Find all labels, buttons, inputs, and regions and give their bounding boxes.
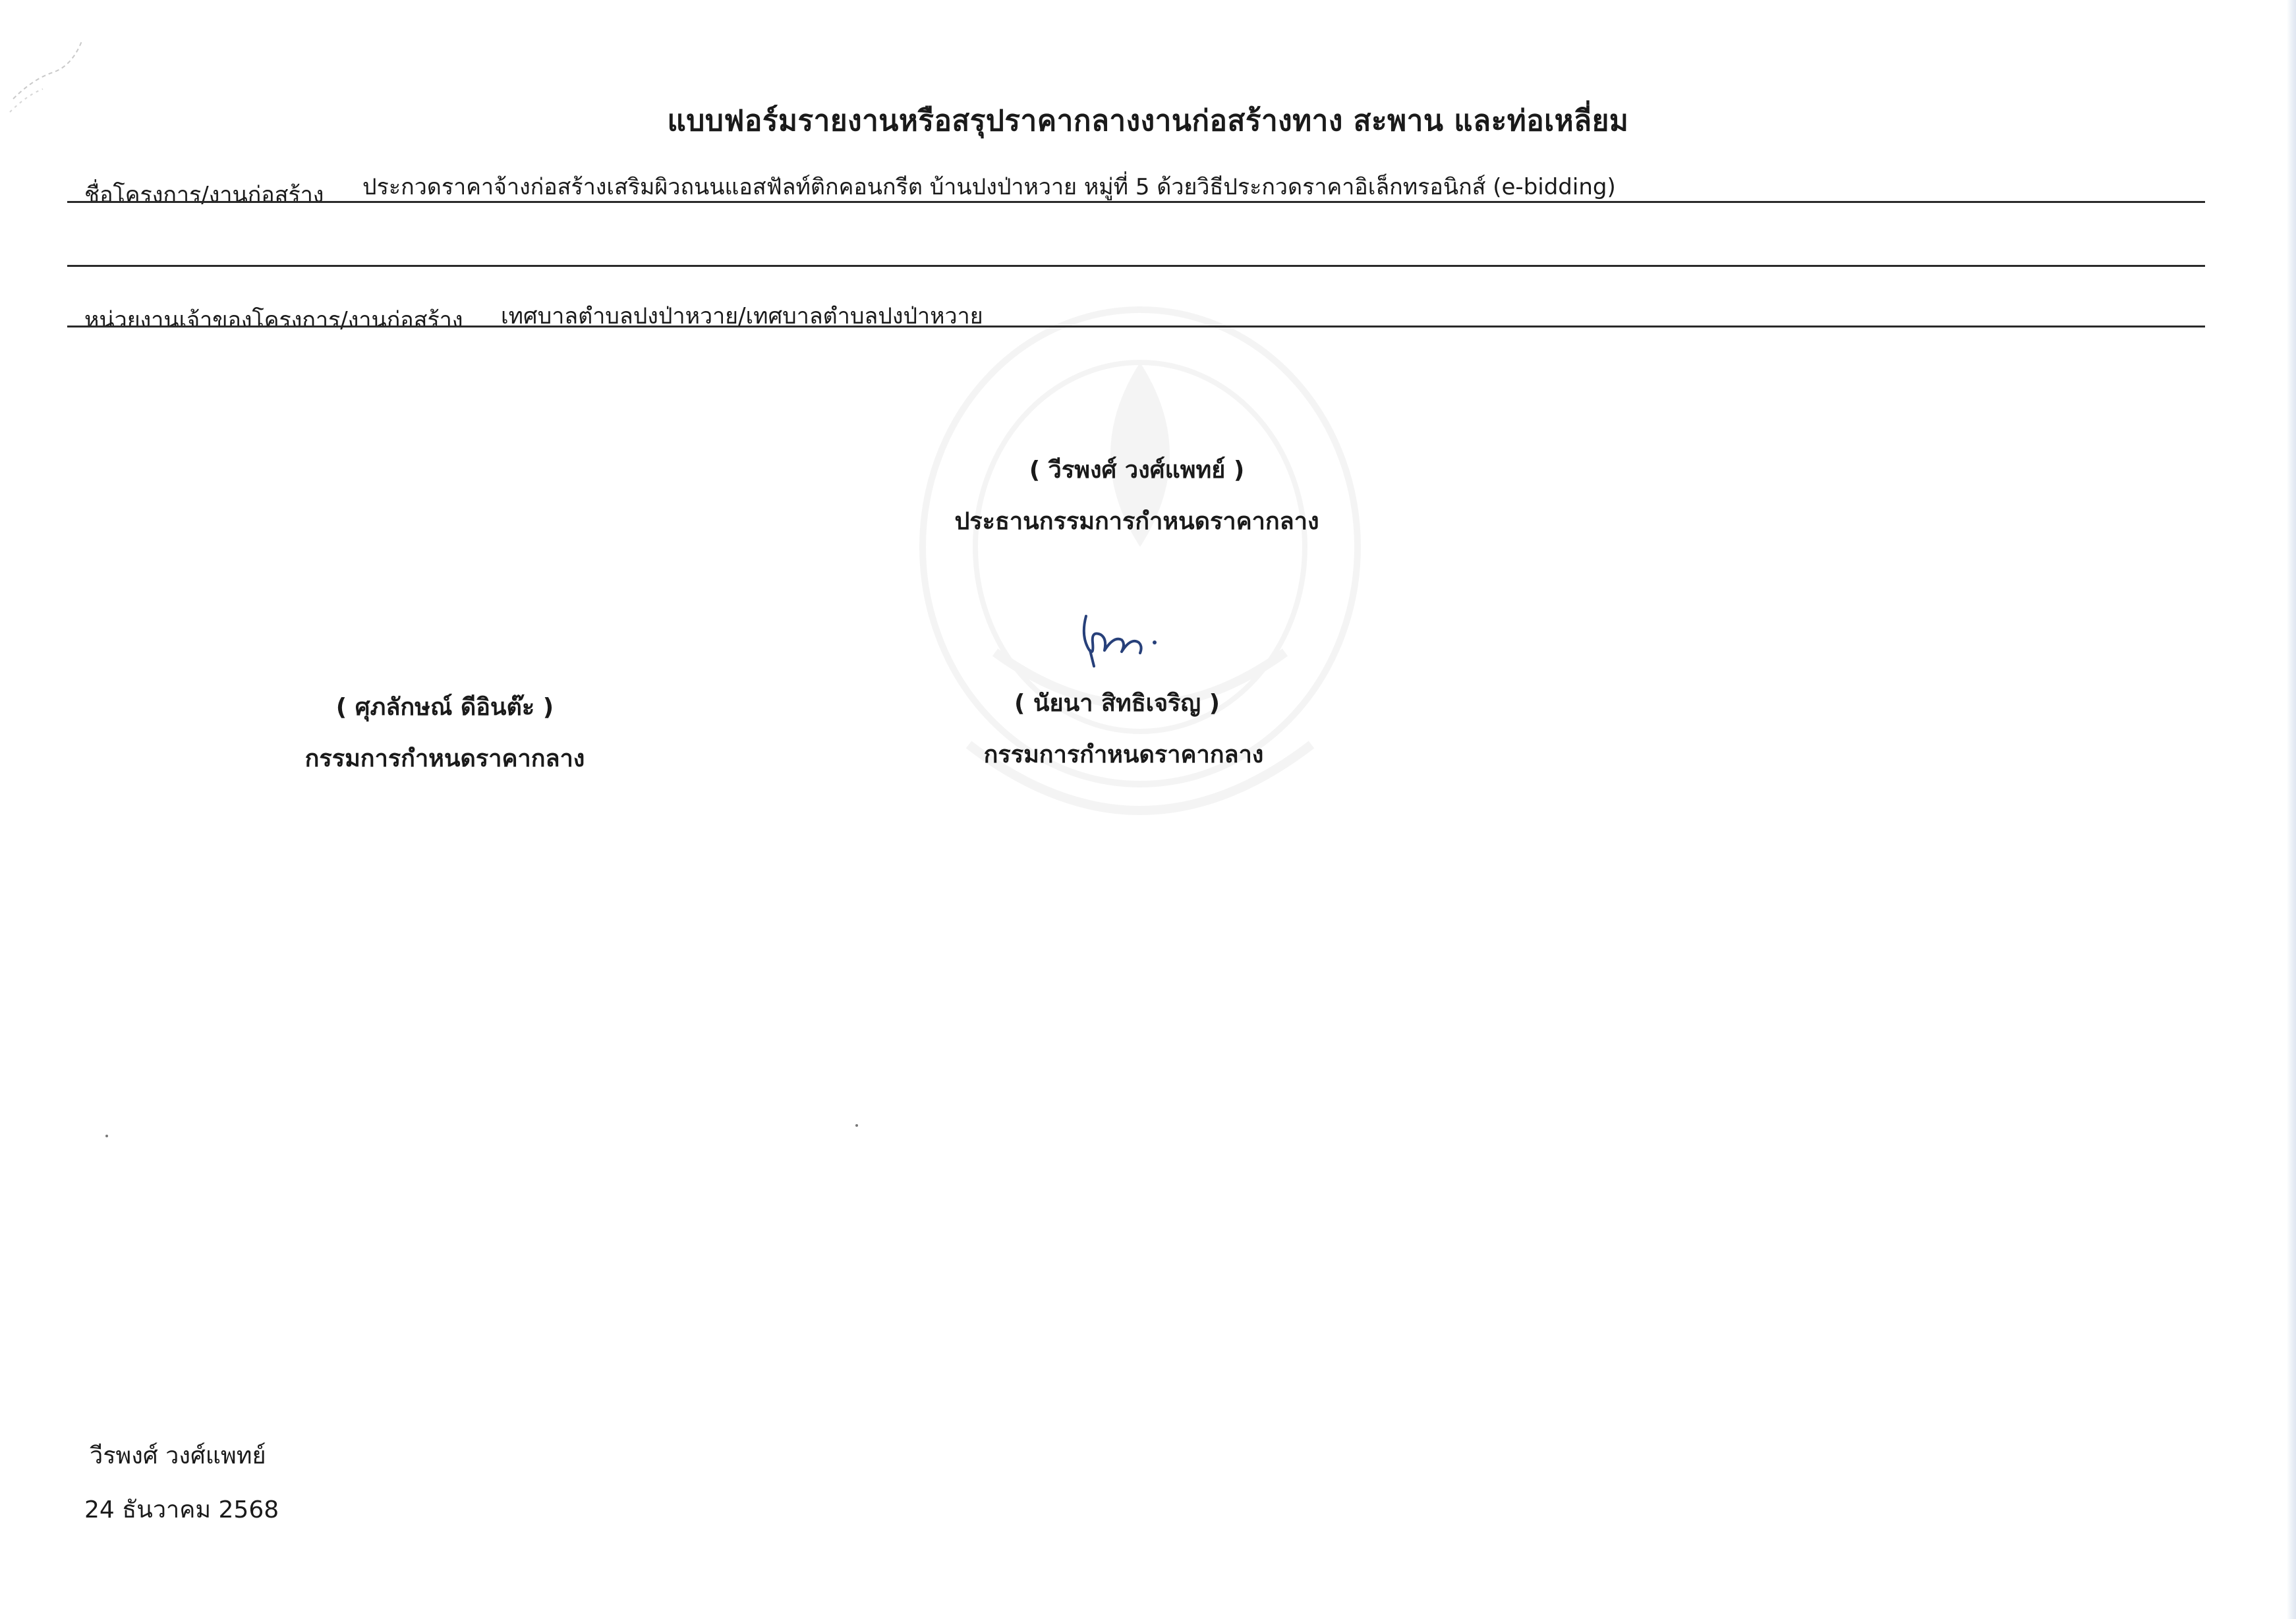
handwritten-signature (1074, 596, 1173, 675)
agency-value: เทศบาลตำบลปงป่าหวาย/เทศบาลตำบลปงป่าหวาย (501, 303, 983, 329)
member-1-role: กรรมการกำหนดราคากลาง (304, 745, 585, 772)
footer-name: วีรพงศ์ วงศ์แพทย์ (90, 1442, 266, 1469)
scan-edge-shadow (2287, 0, 2296, 1619)
agency-label: หน่วยงานเจ้าของโครงการ/งานก่อสร้าง (84, 307, 463, 333)
project-name-value: ประกวดราคาจ้างก่อสร้างเสริมผิวถนนแอสฟัลท์ติกคอนกรีต บ้านปงป่าหวาย หมู่ที่ 5 ด้วยวิธีประกวดราคาอิเล็กทรอนิกส์ (e-bidding) (362, 174, 1616, 200)
blank-continuation-line (67, 265, 2205, 267)
footer-date: 24 ธันวาคม 2568 (84, 1496, 279, 1523)
scan-dot (855, 1124, 858, 1127)
member-1-name: ( ศุภลักษณ์ ดีอินต๊ะ ) (335, 694, 554, 721)
document-title: แบบฟอร์มรายงานหรือสรุปราคากลางงานก่อสร้างทาง สะพาน และท่อเหลี่ยม (667, 104, 1629, 138)
chairman-role: ประธานกรรมการกำหนดราคากลาง (954, 508, 1319, 535)
scan-dot (105, 1135, 108, 1137)
member-2-name: ( นัยนา สิทธิเจริญ ) (1014, 690, 1220, 717)
project-name-label: ชื่อโครงการ/งานก่อสร้าง (84, 182, 324, 208)
project-underline (67, 201, 2205, 203)
chairman-name: ( วีรพงศ์ วงศ์แพทย์ ) (1029, 457, 1245, 484)
member-2-role: กรรมการกำหนดราคากลาง (983, 741, 1264, 768)
agency-underline (67, 326, 2205, 327)
